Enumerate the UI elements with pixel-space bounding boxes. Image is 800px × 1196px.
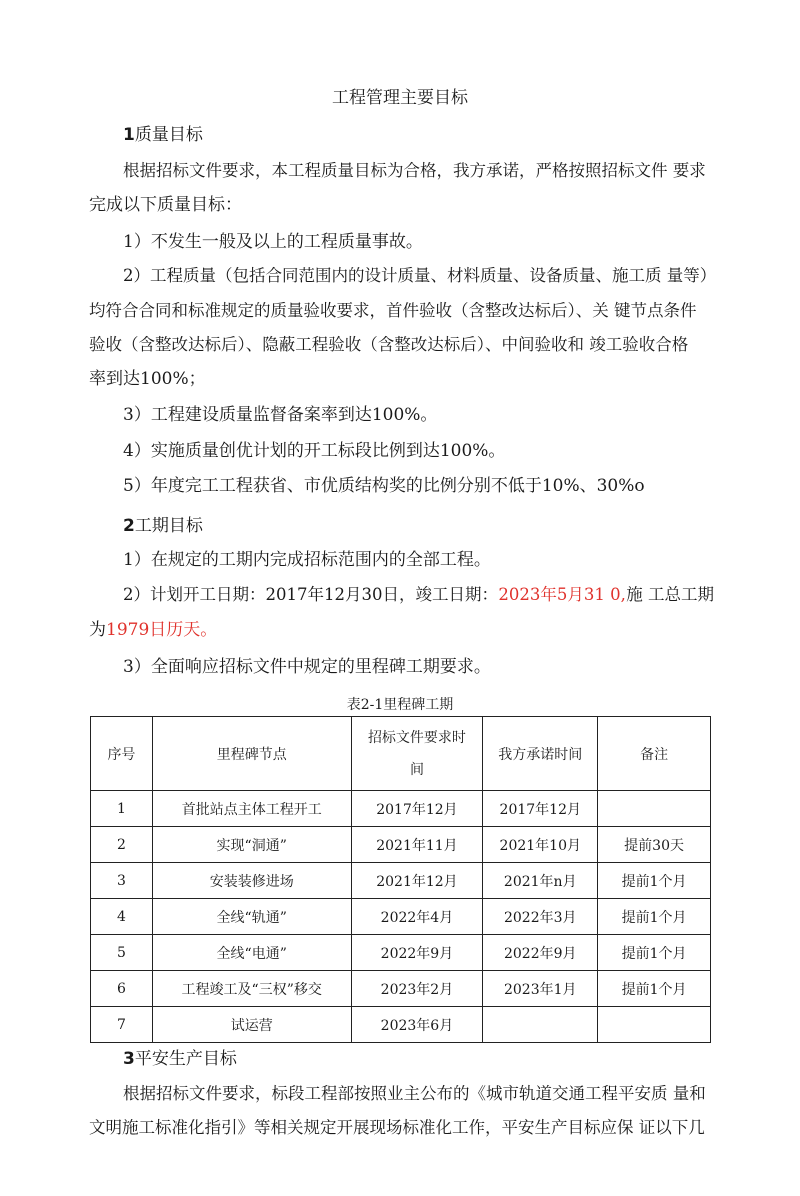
s1-item-5: 5）年度完工工程获省、市优质结构奖的比例分别不低于10%、30%o [123,476,645,496]
table-row [91,935,711,971]
section-1-heading [123,124,203,146]
header-no: 序号 [91,717,153,791]
row-promise: 2021年10月 [483,827,598,863]
header-requirement-line1: 招标文件要求时 [367,729,466,746]
s2-item-3: 3）全面响应招标文件中规定的里程碑工期要求。 [123,657,491,677]
row-no: 3 [91,863,153,899]
row-no: 4 [91,899,153,935]
row-node: 工程竣工及“三权”移交 [152,971,351,1007]
row-no: 1 [91,791,153,827]
row-requirement: 2021年11月 [351,827,483,863]
row-requirement: 2023年6月 [351,1007,483,1043]
row-no: 5 [91,935,153,971]
section-3-title: 平安生产目标 [134,1049,237,1069]
row-note [598,791,711,827]
row-promise: 2017年12月 [483,791,598,827]
s3-para-line2: 文明施工标准化指引》等相关规定开展现场标准化工作，平安生产目标应保 证以下几 [89,1118,705,1137]
row-requirement: 2022年4月 [351,899,483,935]
row-node: 首批站点主体工程开工 [152,791,351,827]
table-header-row [91,717,711,791]
s1-item-2-line3: 验收（含整改达标后）、隐蔽工程验收（含整改达标后）、中间验收和 竣工验收合格 [89,335,689,354]
table-row [91,899,711,935]
row-node: 全线“轨通” [152,899,351,935]
row-note: 提前1个月 [598,899,711,935]
header-requirement-line2: 间 [409,761,424,778]
s1-item-2-line1: 2）工程质量（包括合同范围内的设计质量、材料质量、设备质量、施工质 量等） [123,266,717,285]
s1-item-2-line4: 率到达100%； [89,369,206,389]
row-promise: 2023年1月 [483,971,598,1007]
s1-intro-line1: 根据招标文件要求，本工程质量目标为合格，我方承诺，严格按照招标文件 要求 [123,161,706,180]
s1-item-2-line2: 均符合合同和标准规定的质量验收要求，首件验收（含整改达标后）、关 键节点条件 [89,301,697,320]
table-row [91,1007,711,1043]
row-promise: 2022年3月 [483,899,598,935]
row-requirement: 2022年9月 [351,935,483,971]
header-requirement [351,717,483,791]
milestone-table [90,716,711,1043]
s1-item-4: 4）实施质量创优计划的开工标段比例到达100%。 [123,441,506,461]
header-promise: 我方承诺时间 [483,717,598,791]
header-note: 备注 [598,717,711,791]
row-node: 试运营 [152,1007,351,1043]
row-note: 提前1个月 [598,935,711,971]
row-note: 提前1个月 [598,863,711,899]
s2-item-2-line2 [89,619,217,641]
row-no: 6 [91,971,153,1007]
s1-item-3: 3）工程建设质量监督备案率到达100%。 [123,405,438,425]
row-note [598,1007,711,1043]
s2-item-2-prefix: 2）计划开工日期：2017年12月30日，竣工日期： [123,585,498,604]
header-node: 里程碑节点 [152,717,351,791]
row-no: 7 [91,1007,153,1043]
completion-date: 2023年5月31 0, [498,585,626,604]
row-node: 安装装修进场 [152,863,351,899]
s1-item-1: 1）不发生一般及以上的工程质量事故。 [123,232,423,252]
row-promise: 2022年9月 [483,935,598,971]
page-title: 工程管理主要目标 [332,88,468,108]
table-row [91,971,711,1007]
s2-item-2-line1 [123,584,714,606]
row-requirement: 2017年12月 [351,791,483,827]
section-1-number: 1 [123,125,135,145]
section-2-heading [123,515,203,537]
section-3-number: 3 [123,1049,135,1069]
s1-intro-line2: 完成以下质量目标： [89,195,242,215]
total-duration: 1979日历天。 [106,620,218,640]
section-1-title: 质量目标 [134,125,203,145]
row-promise: 2021年n月 [483,863,598,899]
section-2-title: 工期目标 [134,516,203,536]
section-2-number: 2 [123,516,135,536]
row-requirement: 2023年2月 [351,971,483,1007]
row-note: 提前1个月 [598,971,711,1007]
row-node: 全线“电通” [152,935,351,971]
s2-item-1: 1）在规定的工期内完成招标范围内的全部工程。 [123,550,491,570]
s3-para-line1: 根据招标文件要求，标段工程部按照业主公布的《城市轨道交通工程平安质 量和 [123,1084,706,1103]
s2-item-2-suffix: 施 工总工期 [626,585,714,604]
section-3-heading [123,1048,237,1070]
table-row [91,863,711,899]
table-row [91,791,711,827]
row-promise [483,1007,598,1043]
row-no: 2 [91,827,153,863]
table-caption: 表2-1里程碑工期 [346,697,454,713]
row-node: 实现“洞通” [152,827,351,863]
table-row [91,827,711,863]
row-requirement: 2021年12月 [351,863,483,899]
s2-item-2-wei: 为 [89,620,106,640]
row-note: 提前30天 [598,827,711,863]
